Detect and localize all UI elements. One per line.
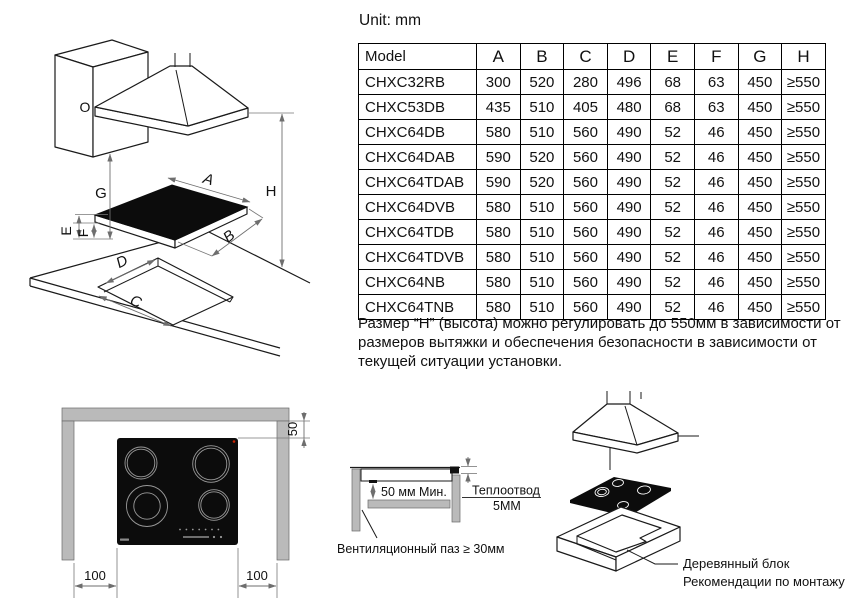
value-cell: 510 bbox=[520, 220, 564, 245]
value-cell: 510 bbox=[520, 95, 564, 120]
value-cell: 405 bbox=[564, 95, 608, 120]
value-cell: 450 bbox=[738, 95, 782, 120]
col-header-b: B bbox=[520, 44, 564, 70]
power-indicator-dot bbox=[233, 440, 236, 443]
value-cell: 46 bbox=[694, 195, 738, 220]
value-cell: 52 bbox=[651, 120, 695, 145]
value-cell: 435 bbox=[477, 95, 521, 120]
hood-small-drawing bbox=[573, 391, 699, 470]
value-cell: 510 bbox=[520, 270, 564, 295]
value-cell: 450 bbox=[738, 170, 782, 195]
iso-installation-diagram bbox=[15, 8, 345, 378]
dim-label-b: B bbox=[220, 226, 239, 247]
value-cell: 490 bbox=[607, 195, 651, 220]
height-note: Размер “H” (высота) можно регулировать до 550мм в зависимости от размеров вытяжки и обеспечения безопасности в зависимости от текущей ситуации установки. bbox=[358, 315, 841, 370]
spec-table bbox=[358, 43, 826, 320]
table-row bbox=[359, 170, 826, 195]
value-cell: 46 bbox=[694, 295, 738, 320]
model-cell: CHXC64TDB bbox=[359, 220, 477, 245]
right-gap-dim: 100 bbox=[246, 568, 268, 583]
model-cell: CHXC64DVB bbox=[359, 195, 477, 220]
model-cell: CHXC64TDAB bbox=[359, 170, 477, 195]
value-cell: 490 bbox=[607, 295, 651, 320]
dim-label-h: H bbox=[265, 183, 277, 200]
model-cell: CHXC64NB bbox=[359, 270, 477, 295]
value-cell: 510 bbox=[520, 245, 564, 270]
table-row bbox=[359, 270, 826, 295]
value-cell: 560 bbox=[564, 120, 608, 145]
model-cell: CHXC53DB bbox=[359, 95, 477, 120]
value-cell: 560 bbox=[564, 295, 608, 320]
value-cell: 52 bbox=[651, 220, 695, 245]
min-clearance-label: 50 мм Мин. bbox=[381, 485, 447, 499]
spec-table-body bbox=[359, 70, 826, 320]
value-cell: 490 bbox=[607, 245, 651, 270]
value-cell: 46 bbox=[694, 270, 738, 295]
value-cell: 450 bbox=[738, 295, 782, 320]
dim-label-o: O bbox=[79, 99, 91, 115]
col-header-d: D bbox=[607, 44, 651, 70]
dim-label-e: E bbox=[58, 226, 74, 236]
value-cell: 580 bbox=[477, 295, 521, 320]
col-header-g: G bbox=[738, 44, 782, 70]
value-cell: 450 bbox=[738, 145, 782, 170]
value-cell: 520 bbox=[520, 70, 564, 95]
model-cell: CHXC64DB bbox=[359, 120, 477, 145]
value-cell: 496 bbox=[607, 70, 651, 95]
value-cell: 450 bbox=[738, 120, 782, 145]
mount-labels bbox=[627, 550, 845, 589]
col-header-a: A bbox=[477, 44, 521, 70]
wood-block-label: Деревянный блок bbox=[683, 556, 790, 571]
table-row bbox=[359, 95, 826, 120]
value-cell: 63 bbox=[694, 70, 738, 95]
value-cell: ≥550 bbox=[782, 245, 826, 270]
value-cell: ≥550 bbox=[782, 295, 826, 320]
value-cell: 52 bbox=[651, 145, 695, 170]
value-cell: 46 bbox=[694, 145, 738, 170]
value-cell: 580 bbox=[477, 120, 521, 145]
value-cell: 280 bbox=[564, 70, 608, 95]
value-cell: 46 bbox=[694, 220, 738, 245]
dim-label-c: C bbox=[127, 291, 144, 312]
col-header-c: C bbox=[564, 44, 608, 70]
heat-gap-label-line2: 5MM bbox=[493, 499, 521, 513]
value-cell: 560 bbox=[564, 145, 608, 170]
table-row bbox=[359, 70, 826, 95]
value-cell: 560 bbox=[564, 170, 608, 195]
value-cell: 46 bbox=[694, 170, 738, 195]
value-cell: 580 bbox=[477, 195, 521, 220]
value-cell: 580 bbox=[477, 220, 521, 245]
section-view-diagram bbox=[330, 436, 565, 566]
mounting-diagram bbox=[556, 376, 862, 606]
dim-label-g: G bbox=[95, 185, 107, 202]
dim-label-f: F bbox=[75, 228, 91, 238]
col-header-model: Model bbox=[359, 44, 477, 70]
col-header-f: F bbox=[694, 44, 738, 70]
wooden-block-drawing bbox=[557, 507, 680, 571]
value-cell: ≥550 bbox=[782, 95, 826, 120]
back-gap-dim: 50 bbox=[285, 421, 300, 437]
value-cell: ≥550 bbox=[782, 220, 826, 245]
value-cell: ≥550 bbox=[782, 170, 826, 195]
countertop-drawing bbox=[30, 230, 310, 356]
table-row bbox=[359, 220, 826, 245]
value-cell: 68 bbox=[651, 95, 695, 120]
vent-slot-label: Вентиляционный паз ≥ 30мм bbox=[337, 542, 505, 556]
value-cell: 590 bbox=[477, 170, 521, 195]
value-cell: 490 bbox=[607, 220, 651, 245]
value-cell: 450 bbox=[738, 220, 782, 245]
value-cell: 52 bbox=[651, 270, 695, 295]
model-cell: CHXC32RB bbox=[359, 70, 477, 95]
value-cell: 450 bbox=[738, 245, 782, 270]
left-gap-dim: 100 bbox=[84, 568, 106, 583]
value-cell: ≥550 bbox=[782, 120, 826, 145]
heat-gap-label-line1: Теплоотвод bbox=[472, 483, 540, 498]
value-cell: ≥550 bbox=[782, 145, 826, 170]
value-cell: 510 bbox=[520, 120, 564, 145]
value-cell: 560 bbox=[564, 220, 608, 245]
value-cell: ≥550 bbox=[782, 70, 826, 95]
cooktop-top-view bbox=[117, 438, 238, 545]
value-cell: 580 bbox=[477, 245, 521, 270]
dim-label-d: D bbox=[113, 251, 131, 272]
value-cell: 46 bbox=[694, 245, 738, 270]
value-cell: 560 bbox=[564, 270, 608, 295]
value-cell: 300 bbox=[477, 70, 521, 95]
unit-label: Unit: mm bbox=[359, 12, 421, 29]
value-cell: ≥550 bbox=[782, 270, 826, 295]
model-cell: CHXC64DAB bbox=[359, 145, 477, 170]
value-cell: 450 bbox=[738, 70, 782, 95]
col-header-e: E bbox=[651, 44, 695, 70]
top-view-diagram bbox=[38, 393, 318, 606]
value-cell: 510 bbox=[520, 195, 564, 220]
value-cell: 510 bbox=[520, 295, 564, 320]
brand-logo-mark bbox=[120, 539, 129, 541]
value-cell: 490 bbox=[607, 145, 651, 170]
table-row bbox=[359, 145, 826, 170]
value-cell: 450 bbox=[738, 195, 782, 220]
value-cell: 520 bbox=[520, 145, 564, 170]
col-header-h: H bbox=[782, 44, 826, 70]
value-cell: 46 bbox=[694, 120, 738, 145]
value-cell: 52 bbox=[651, 195, 695, 220]
value-cell: 52 bbox=[651, 295, 695, 320]
value-cell: 520 bbox=[520, 170, 564, 195]
value-cell: 490 bbox=[607, 170, 651, 195]
model-cell: CHXC64TDVB bbox=[359, 245, 477, 270]
value-cell: 490 bbox=[607, 270, 651, 295]
table-row bbox=[359, 195, 826, 220]
value-cell: 580 bbox=[477, 270, 521, 295]
value-cell: 490 bbox=[607, 120, 651, 145]
value-cell: 590 bbox=[477, 145, 521, 170]
value-cell: 68 bbox=[651, 70, 695, 95]
value-cell: ≥550 bbox=[782, 195, 826, 220]
value-cell: 450 bbox=[738, 270, 782, 295]
mount-recommend-label: Рекомендации по монтажу bbox=[683, 574, 845, 589]
table-row bbox=[359, 120, 826, 145]
value-cell: 480 bbox=[607, 95, 651, 120]
table-header-row bbox=[359, 44, 826, 70]
value-cell: 52 bbox=[651, 170, 695, 195]
model-cell: CHXC64TNB bbox=[359, 295, 477, 320]
table-row bbox=[359, 245, 826, 270]
value-cell: 63 bbox=[694, 95, 738, 120]
dim-label-a: A bbox=[201, 170, 216, 190]
value-cell: 560 bbox=[564, 245, 608, 270]
value-cell: 52 bbox=[651, 245, 695, 270]
value-cell: 560 bbox=[564, 195, 608, 220]
